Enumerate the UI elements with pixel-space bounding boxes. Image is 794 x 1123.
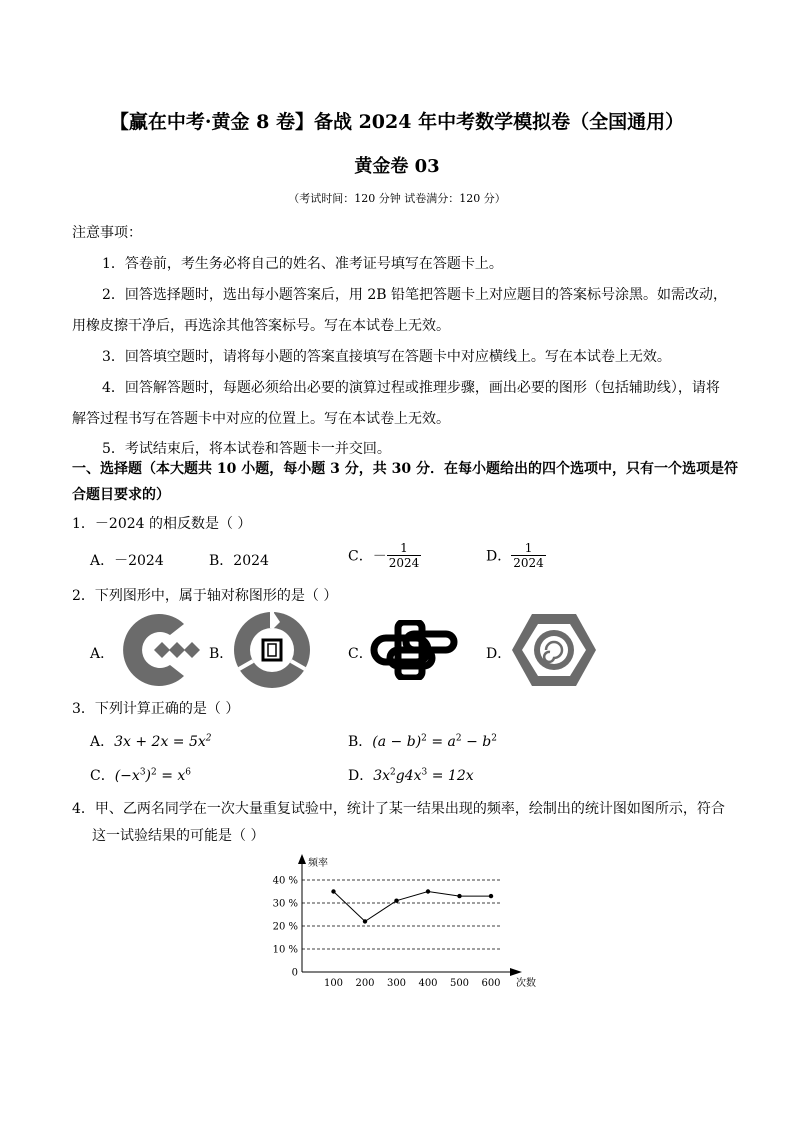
q3-b-label: B． [348, 734, 373, 750]
q1-option-c [348, 541, 421, 570]
q3-option-d [348, 765, 474, 785]
data-point [394, 899, 398, 903]
q3-a-expr: 3x + 2x = 5x [114, 734, 206, 750]
q3-c-sup2: 2 [151, 767, 157, 778]
q1-option-d-fraction [511, 541, 546, 570]
data-point [363, 919, 367, 923]
q4-line1: 4．甲、乙两名同学在一次大量重复试验中，统计了某一结果出现的频率，绘制出的统计图如图所示，符合 [72, 801, 725, 817]
q1-option-d [486, 541, 546, 570]
q3-b-expr3: − b [461, 734, 492, 750]
x-axis-arrow [510, 968, 522, 976]
q3-option-b [348, 731, 497, 751]
q3-d-label: D． [348, 768, 374, 784]
section-heading-line2: 合题目要求的） [72, 487, 170, 503]
x-tick-label: 500 [449, 978, 470, 989]
q3-b-sup1: 2 [421, 733, 427, 744]
note-3: 3．回答填空题时，请将每小题的答案直接填写在答题卡中对应横线上。写在本试卷上无效。 [102, 349, 671, 365]
q1-d-denominator: 2024 [513, 556, 544, 570]
q1-c-denominator: 2024 [388, 556, 420, 570]
y-tick-label: 0 [291, 967, 298, 979]
q2-stem: 2．下列图形中，属于轴对称图形的是（ ） [72, 588, 338, 604]
exam-meta: （考试时间：120 分钟 试卷满分：120 分） [288, 192, 506, 205]
q1-option-b: B．2024 [209, 553, 269, 569]
q2-figure-a [112, 610, 202, 690]
series-line [334, 892, 492, 922]
q2-figure-c [370, 620, 460, 680]
note-1: 1．答卷前，考生务必将自己的姓名、准考证号填写在答题卡上。 [102, 256, 503, 272]
q2-figure-d [510, 610, 598, 690]
q3-c-sup1: 3 [139, 767, 146, 778]
note-5: 5．考试结束后，将本试卷和答题卡一并交回。 [102, 441, 391, 457]
notes-heading: 注意事项： [72, 225, 142, 241]
q3-a-label: A． [90, 734, 115, 750]
q3-d-expr2: g4x [395, 768, 422, 784]
data-point [426, 889, 430, 893]
q1-option-c-fraction [387, 541, 422, 570]
q3-b-sup2: 2 [455, 733, 462, 744]
q3-b-expr1: (a − b) [372, 734, 422, 750]
y-tick-label: 30 % [272, 898, 298, 910]
note-4a: 4．回答解答题时，每题必须给出必要的演算过程或推理步骤，画出必要的图形（包括辅助线），请将 [102, 380, 720, 396]
q3-d-sup1: 2 [390, 767, 396, 778]
q3-c-expr2: ) [145, 768, 152, 784]
q3-a-sup: 2 [205, 733, 212, 744]
q1-d-numerator: 1 [524, 541, 533, 555]
page-title: 【赢在中考·黄金 8 卷】备战 2024 年中考数学模拟卷（全国通用） [109, 111, 685, 133]
q4-line2: 这一试验结果的可能是（ ） [92, 828, 265, 844]
q2-option-d-label: D． [486, 646, 512, 662]
frequency-line-chart [270, 852, 550, 992]
q3-d-expr3: = 12x [427, 768, 474, 784]
q3-c-expr3: = x [156, 768, 186, 784]
note-2a: 2．回答选择题时，选出每小题答案后，用 2B 铅笔把答题卡上对应题目的答案标号涂黑。如需改动， [102, 287, 728, 303]
section-heading-line1: 一、选择题（本大题共 10 小题，每小题 3 分，共 30 分．在每小题给出的四个选项中，只有一个选项是符 [72, 461, 738, 477]
q3-d-expr1: 3x [373, 768, 391, 784]
q1-stem: 1．－2024 的相反数是（ ） [72, 516, 252, 532]
note-2b: 用橡皮擦干净后，再选涂其他答案标号。写在本试卷上无效。 [72, 318, 450, 334]
x-tick-label: 200 [355, 978, 375, 989]
data-point [457, 894, 461, 898]
data-point [331, 889, 335, 893]
x-tick-label: 100 [323, 978, 344, 989]
q3-b-expr2: = a [426, 734, 456, 750]
q3-d-sup2: 3 [421, 767, 428, 778]
q1-option-d-label: D． [486, 548, 512, 565]
note-4b: 解答过程书写在答题卡中对应的位置上。写在本试卷上无效。 [72, 411, 450, 427]
data-point [489, 894, 493, 898]
q1-option-a: A．－2024 [90, 553, 164, 569]
paper-subtitle: 黄金卷 03 [354, 156, 440, 177]
q1-option-c-label: C．－ [348, 548, 387, 565]
y-tick-label: 40 % [272, 875, 298, 887]
q3-c-expr1: (−x [114, 768, 140, 784]
x-tick-label: 400 [418, 978, 438, 989]
q2-figure-b [232, 610, 312, 690]
y-axis-title: 频率 [308, 858, 328, 869]
y-tick-label: 20 % [272, 921, 298, 933]
q3-c-sup3: 6 [185, 767, 192, 778]
q3-c-label: C． [90, 768, 115, 784]
y-tick-label: 10 % [272, 944, 298, 956]
q3-b-sup3: 2 [491, 733, 497, 744]
x-tick-label: 600 [481, 978, 501, 989]
q2-option-b-label: B． [209, 646, 234, 662]
q2-option-c-label: C． [348, 646, 373, 662]
x-axis-title: 次数 [516, 978, 536, 989]
y-axis-arrow [298, 854, 306, 864]
q3-stem: 3．下列计算正确的是（ ） [72, 701, 240, 717]
q3-option-a [90, 731, 212, 751]
q2-option-a-label: A． [90, 646, 115, 662]
q3-option-c [90, 765, 191, 785]
q1-c-numerator: 1 [400, 541, 408, 555]
x-tick-label: 300 [386, 978, 407, 989]
